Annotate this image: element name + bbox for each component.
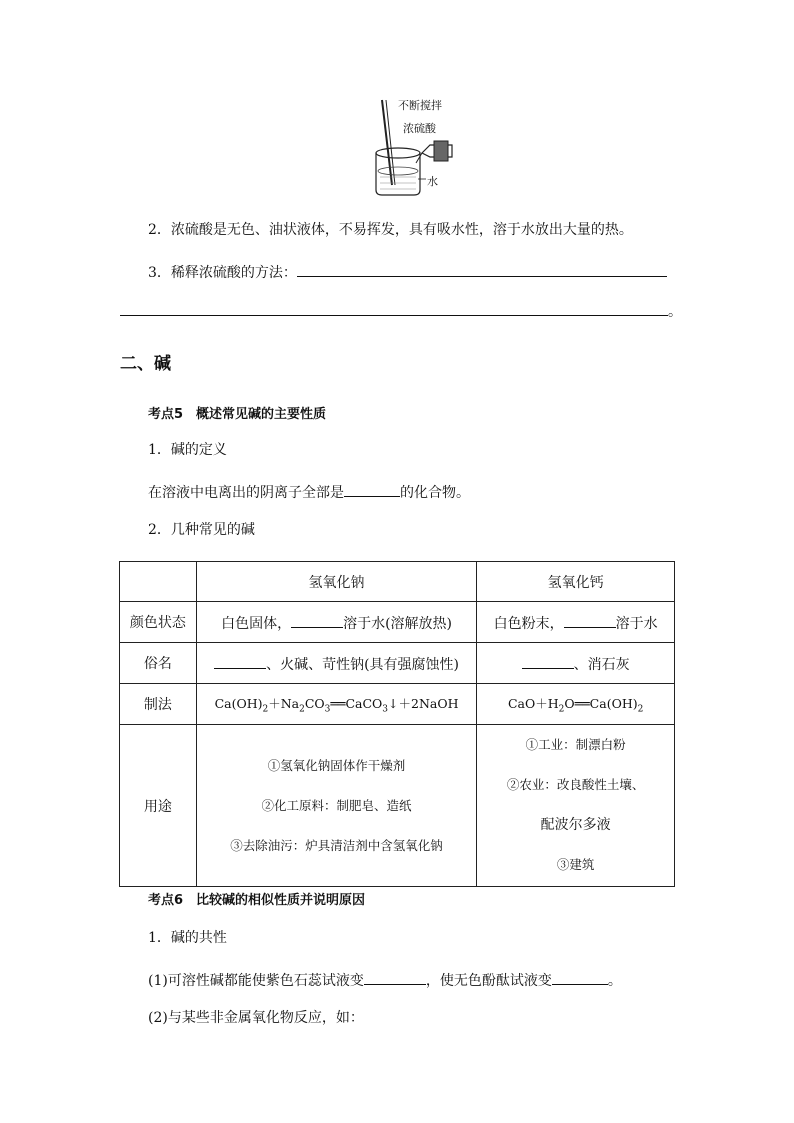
para-3	[148, 260, 667, 283]
litmus-color-blank[interactable]	[364, 968, 426, 985]
naoh-make-cell	[196, 684, 477, 725]
common-1-c: 。	[607, 973, 622, 989]
kaodian-6-heading: 考点6 比较碱的相似性质并说明原因	[148, 893, 366, 908]
common-1-a: (1)可溶性碱都能使紫色石蕊试液变	[148, 973, 364, 989]
table-row-color	[120, 602, 675, 643]
definition	[148, 480, 470, 503]
naoh-color-cell	[196, 602, 477, 643]
naoh-name-cell	[196, 643, 477, 684]
common-1	[148, 968, 622, 991]
caoh-use-item: ②农业：改良酸性土壤、	[506, 777, 645, 792]
row-label-name: 俗名	[120, 643, 197, 684]
definition-after: 的化合物。	[400, 485, 470, 501]
phenolphthalein-color-blank[interactable]	[552, 968, 608, 985]
naoh-eq-sub: 2	[299, 704, 305, 715]
common-2: (2)与某些非金属氧化物反应，如：	[148, 1010, 364, 1026]
caoh-name-cell	[477, 643, 675, 684]
item-1-title: 1．碱的定义	[148, 442, 227, 458]
header-empty	[120, 562, 197, 602]
naoh-eq-part: ＋Na	[268, 695, 300, 711]
water-label: 水	[427, 175, 438, 188]
kaodian-5-heading: 考点5 概述常见碱的主要性质	[148, 407, 327, 422]
caoh-eq-part: O══Ca(OH)	[564, 695, 638, 711]
row-label-make: 制法	[120, 684, 197, 725]
naoh-use-cell	[196, 725, 477, 887]
dilution-method-blank-2[interactable]	[120, 315, 668, 316]
naoh-eq-sub: 2	[262, 704, 269, 715]
caoh-use-item: ③建筑	[556, 857, 595, 872]
row-label-use: 用途	[120, 725, 197, 887]
caoh-name-blank[interactable]	[522, 652, 574, 669]
section-title: 二、碱	[120, 354, 171, 374]
naoh-name-after: 、火碱、苛性钠(具有强腐蚀性)	[266, 657, 460, 673]
naoh-eq-part: Ca(OH)	[214, 695, 263, 711]
row-label-color: 颜色状态	[120, 602, 197, 643]
header-naoh: 氢氧化钠	[196, 562, 477, 602]
naoh-use-item: ①氢氧化钠固体作干燥剂	[267, 757, 406, 773]
caoh-use-item: ①工业：制漂白粉	[525, 737, 626, 752]
caoh-make-cell	[477, 684, 675, 725]
caoh-eq-sub: 2	[637, 704, 644, 715]
table-row-use	[120, 725, 675, 887]
naoh-eq-part: ══CaCO	[330, 695, 383, 711]
header-caoh: 氢氧化钙	[477, 562, 675, 602]
bases-table	[119, 561, 675, 887]
para-3-end: 。	[668, 304, 682, 320]
caoh-name-after: 、消石灰	[573, 657, 630, 673]
naoh-color-before: 白色固体，	[221, 616, 292, 632]
naoh-eq-sub: 3	[324, 704, 331, 715]
table-row-make	[120, 684, 675, 725]
caoh-eq-part: CaO＋H	[507, 695, 559, 711]
caoh-solubility-blank[interactable]	[564, 611, 616, 628]
para-3-prefix: 3．稀释浓硫酸的方法：	[148, 265, 297, 281]
naoh-use-item: ②化工原料：制肥皂、造纸	[261, 797, 412, 813]
para-2: 2．浓硫酸是无色、油状液体，不易挥发，具有吸水性，溶于水放出大量的热。	[148, 222, 633, 238]
common-title: 1．碱的共性	[148, 930, 227, 946]
naoh-color-after: 溶于水(溶解放热)	[343, 616, 453, 632]
table-row-name	[120, 643, 675, 684]
item-2-title: 2．几种常见的碱	[148, 522, 255, 538]
naoh-solubility-blank[interactable]	[291, 611, 343, 628]
caoh-use-cell	[477, 725, 675, 887]
naoh-eq-part: ↓＋2NaOH	[388, 695, 459, 711]
caoh-color-after: 溶于水	[615, 616, 658, 632]
dilution-method-blank[interactable]	[297, 260, 667, 277]
caoh-use-item: 配波尔多液	[540, 817, 611, 833]
stir-label: 不断搅拌	[398, 99, 442, 112]
naoh-name-blank[interactable]	[214, 652, 266, 669]
anion-blank[interactable]	[344, 480, 400, 497]
caoh-color-cell	[477, 602, 675, 643]
naoh-eq-sub: 3	[382, 704, 389, 715]
naoh-eq-part: CO	[304, 695, 325, 711]
caoh-color-before: 白色粉末，	[493, 616, 564, 632]
caoh-eq-sub: 2	[558, 704, 565, 715]
acid-label: 浓硫酸	[403, 122, 436, 135]
naoh-use-item: ③去除油污：炉具清洁剂中含氢氧化钠	[230, 837, 443, 853]
definition-before: 在溶液中电离出的阴离子全部是	[148, 485, 344, 501]
common-1-b: ，使无色酚酞试液变	[425, 973, 552, 989]
table-header-row	[120, 562, 675, 602]
